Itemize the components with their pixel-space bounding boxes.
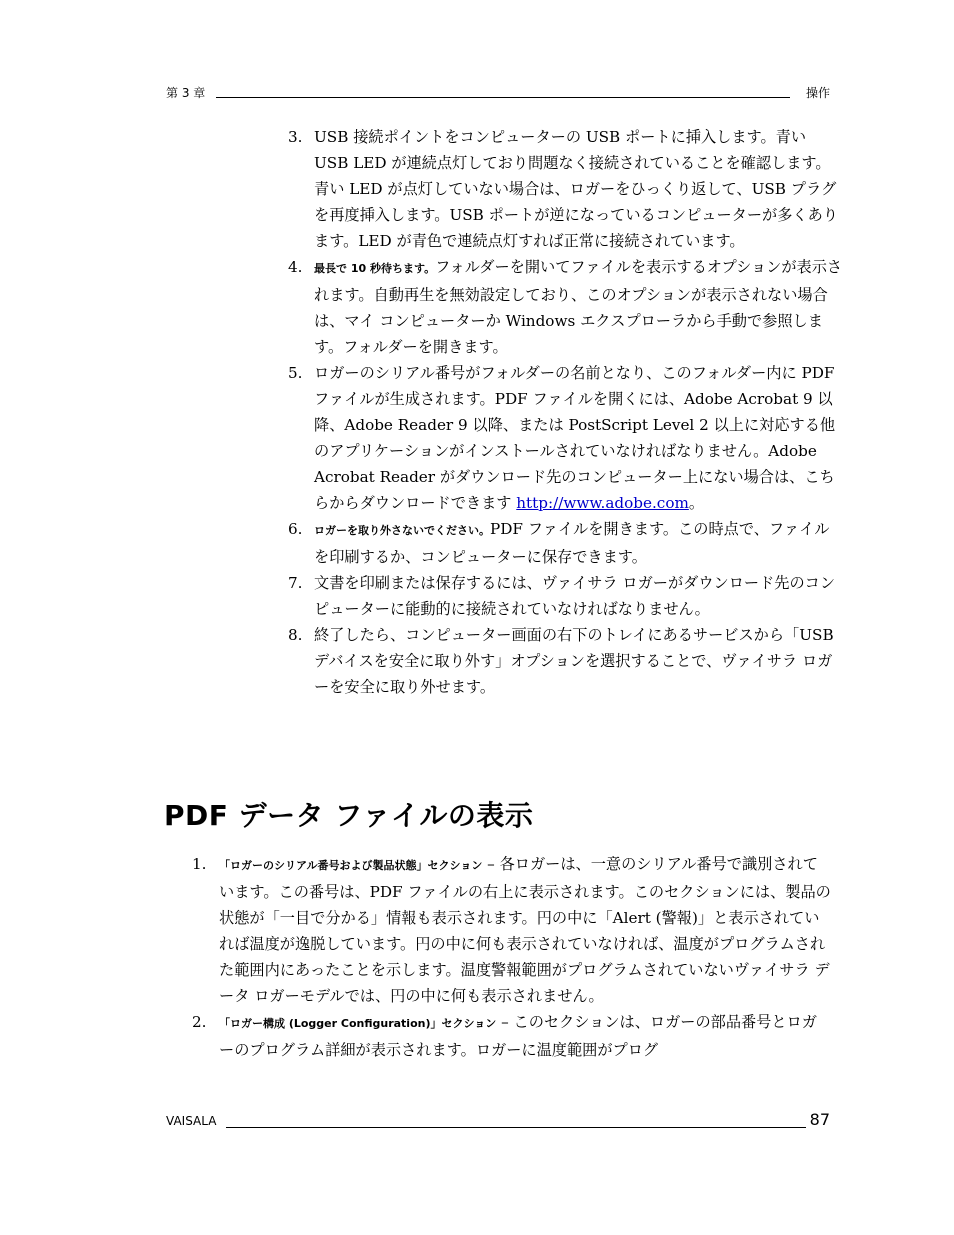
step-text: PDF ファイルを開きます。この時点で、ファイルを印刷するか、コンピューターに保存できます。: [314, 520, 830, 566]
step-text: USB 接続ポイントをコンピューターの USB ポートに挿入します。青い USB LED が連続点灯しており問題なく接続されていることを確認します。青い LED が点灯していない場合は、ロガーをひっくり返して、USB プラグを再度挿入します。USB ポートが逆になっているコンピューターが多くあります。LED が青色で連続点灯すれば正常に接続されています。: [314, 128, 838, 250]
procedure-steps: [288, 124, 843, 700]
step-lead: 「ロガー構成 (Logger Configuration)」セクション: [219, 1017, 497, 1030]
adobe-link[interactable]: http://www.adobe.com: [516, 494, 689, 512]
chapter-label: 第 3 章: [166, 84, 211, 101]
step-number: 5.: [288, 364, 303, 382]
step-text: フォルダーを開いてファイルを表示するオプションが表示されます。自動再生を無効設定しており、このオプションが表示されない場合は、マイ コンピューターか Windows エクスプローラから手動で参照します。フォルダーを開きます。: [314, 258, 843, 356]
step-text: – このセクションは、ロガーの部品番号とロガーのプログラム詳細が表示されます。ロガーに温度範囲がプログ: [219, 1013, 817, 1059]
page-header: [166, 84, 830, 102]
step-lead: 最長で 10 秒待ちます。: [314, 262, 436, 275]
step-text: 文書を印刷または保存するには、ヴァイサラ ロガーがダウンロード先のコンピューターに能動的に接続されていなければなりません。: [314, 574, 836, 618]
list-item: [288, 622, 843, 700]
step-number: 8.: [288, 626, 303, 644]
list-item: [192, 851, 832, 1009]
step-number: 2.: [192, 1013, 207, 1031]
step-number: 4.: [288, 258, 303, 276]
step-lead: 「ロガーのシリアル番号および製品状態」セクション: [219, 859, 483, 872]
step-number: 7.: [288, 574, 303, 592]
step-number: 6.: [288, 520, 303, 538]
pdf-section-list: [192, 851, 832, 1063]
list-item: [288, 516, 843, 570]
list-item: [288, 360, 843, 516]
section-heading: PDF データ ファイルの表示: [164, 799, 534, 832]
step-text: 終了したら、コンピューター画面の右下のトレイにあるサービスから「USB デバイスを安全に取り外す」オプションを選択することで、ヴァイサラ ロガーを安全に取り外せます。: [314, 626, 834, 696]
step-text-end: 。: [688, 494, 705, 512]
page-footer: [166, 1110, 830, 1130]
company-name: VAISALA: [166, 1114, 220, 1128]
footer-rule: [226, 1127, 806, 1128]
header-rule: [216, 97, 790, 98]
list-item: [288, 254, 843, 360]
step-text: ロガーのシリアル番号がフォルダーの名前となり、このフォルダー内に PDF ファイルが生成されます。PDF ファイルを開くには、Adobe Acrobat 9 以降、Adobe Reader 9 以降、または PostScript Level 2 以上に対応する他のアプリケーションがインストールされていなければなりません。Adobe Acrobat Reader がダウンロード先のコンピューター上にない場合は、こちらからダウンロードできます: [314, 364, 836, 512]
list-item: [288, 124, 843, 254]
step-text: – 各ロガーは、一意のシリアル番号で識別されています。この番号は、PDF ファイルの右上に表示されます。このセクションには、製品の状態が「一目で分かる」情報も表示されます。円の中に「Alert (警報)」と表示されていれば温度が逸脱しています。円の中に何も表示されていなければ、温度がプログラムされた範囲内にあったことを示します。温度警報範囲がプログラムされていないヴァイサラ データ ロガーモデルでは、円の中に何も表示されません。: [219, 855, 831, 1005]
list-item: [192, 1009, 832, 1063]
step-number: 3.: [288, 128, 303, 146]
page-number: 87: [809, 1110, 830, 1129]
step-number: 1.: [192, 855, 207, 873]
list-item: [288, 570, 843, 622]
section-label: 操作: [800, 84, 830, 101]
step-lead: ロガーを取り外さないでください。: [314, 524, 490, 537]
